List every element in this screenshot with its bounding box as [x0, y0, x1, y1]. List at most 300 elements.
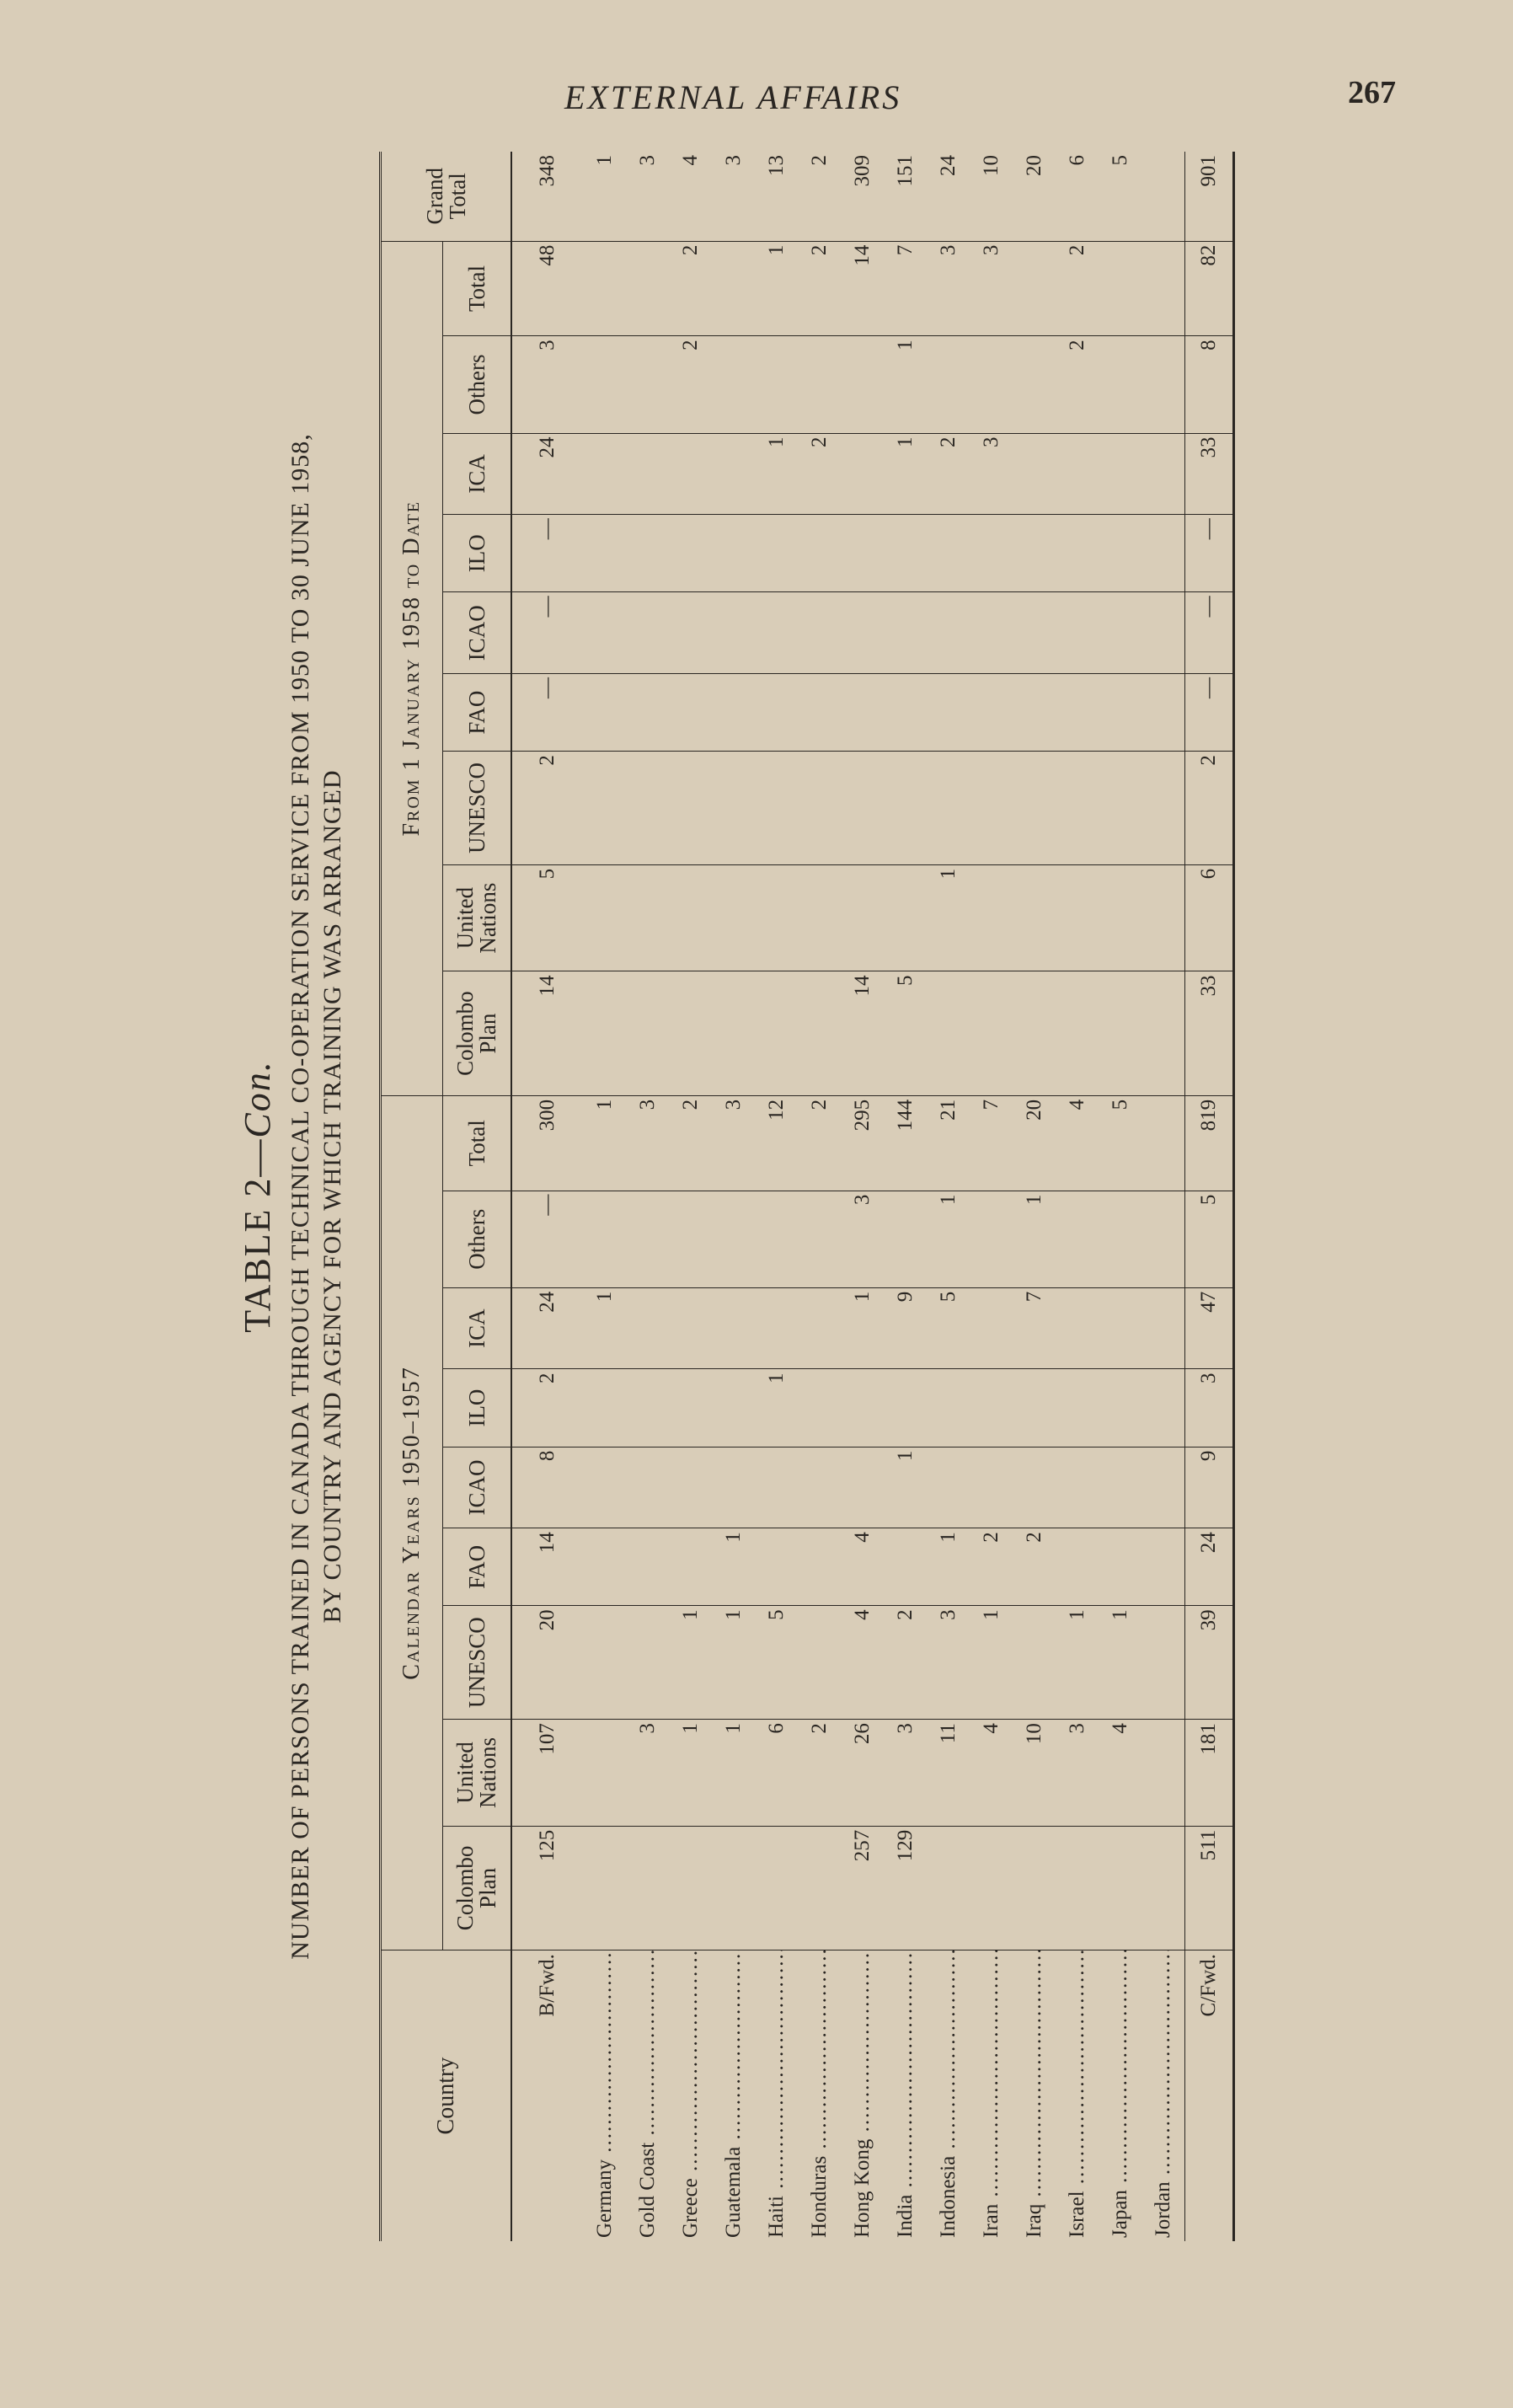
row-label	[841, 1950, 884, 2241]
table-cell	[1013, 1447, 1056, 1528]
table-cell: 1	[712, 1606, 755, 1720]
table-cell: 2	[511, 1369, 583, 1447]
table-cell	[755, 1528, 798, 1606]
table-cell	[626, 592, 669, 674]
table-cell: 3	[626, 152, 669, 241]
table-cell	[927, 971, 970, 1095]
table-cell	[1056, 592, 1099, 674]
table-cell	[583, 971, 626, 1095]
table-cell	[712, 515, 755, 592]
table-cell	[884, 674, 927, 752]
table-cell	[669, 1369, 712, 1447]
table-cell: 2	[669, 1095, 712, 1191]
table-cell	[626, 674, 669, 752]
table-cell: 5	[511, 864, 583, 971]
table-cell	[583, 336, 626, 433]
table-cell	[1056, 1447, 1099, 1528]
table-cell	[927, 592, 970, 674]
table-row	[1141, 152, 1185, 2241]
table-cell: 309	[841, 152, 884, 241]
table-row	[712, 152, 755, 2241]
table-cell	[626, 1191, 669, 1287]
row-label	[1013, 1950, 1056, 2241]
table-cell	[1141, 1720, 1185, 1827]
table-cell	[970, 674, 1013, 752]
row-label	[1141, 1950, 1185, 2241]
table-cell: 1	[712, 1528, 755, 1606]
table-cell	[841, 1369, 884, 1447]
table-cell	[1099, 1287, 1141, 1369]
table-cell	[798, 515, 841, 592]
table-cell	[583, 1720, 626, 1827]
column-header: FAO	[443, 674, 512, 752]
table-cell: 1	[927, 1528, 970, 1606]
table-cell	[583, 1369, 626, 1447]
table-cell	[970, 336, 1013, 433]
table-cell	[1056, 752, 1099, 865]
table-cell	[798, 1191, 841, 1287]
grand-total-column-header: Grand Total	[381, 152, 512, 241]
table-cell: 20	[1013, 152, 1056, 241]
table-cell	[1099, 1369, 1141, 1447]
row-label-text: Israel .....	[1066, 1950, 1088, 2238]
row-label-text: Japan .....	[1109, 1950, 1131, 2238]
table-cell	[755, 674, 798, 752]
table-cell: —	[511, 515, 583, 592]
table-cell	[970, 1287, 1013, 1369]
table-cell: 24	[927, 152, 970, 241]
row-label	[798, 1950, 841, 2241]
table-cell: 1	[884, 336, 927, 433]
table-cell	[712, 433, 755, 515]
table-cell: 14	[511, 971, 583, 1095]
table-cell	[1056, 864, 1099, 971]
table-cell	[669, 592, 712, 674]
table-row	[884, 152, 927, 2241]
table-cell	[669, 433, 712, 515]
table-cell	[1056, 674, 1099, 752]
table-cell: 2	[798, 241, 841, 336]
table-cell	[1099, 1826, 1141, 1950]
table-cell	[583, 864, 626, 971]
table-cell: 47	[1185, 1287, 1234, 1369]
table-row	[970, 152, 1013, 2241]
table-cell: 48	[511, 241, 583, 336]
table-cell	[927, 515, 970, 592]
table-cell: 1	[669, 1606, 712, 1720]
table-cell	[626, 433, 669, 515]
table-cell: 5	[1099, 1095, 1141, 1191]
rotated-table-region	[237, 152, 1289, 2241]
row-label	[1056, 1950, 1099, 2241]
table-cell: 1	[755, 241, 798, 336]
table-cell	[626, 864, 669, 971]
table-cell	[1056, 1528, 1099, 1606]
table-cell	[798, 1826, 841, 1950]
table-cell	[970, 1826, 1013, 1950]
table-cell: 20	[511, 1606, 583, 1720]
table-cell: 33	[1185, 971, 1234, 1095]
row-label-text: C/Fwd.	[1197, 1954, 1220, 2017]
table-cell: 5	[1099, 152, 1141, 241]
table-cell: 107	[511, 1720, 583, 1827]
table-cell	[1141, 241, 1185, 336]
brought-forward-row	[511, 152, 583, 2241]
table-cell: 300	[511, 1095, 583, 1191]
table-cell: 13	[755, 152, 798, 241]
table-cell	[669, 1528, 712, 1606]
table-cell: 3	[712, 1095, 755, 1191]
table-cell: 3	[970, 241, 1013, 336]
table-cell	[1099, 1447, 1141, 1528]
table-cell	[1099, 971, 1141, 1095]
table-cell	[1141, 152, 1185, 241]
table-cell: 1	[884, 433, 927, 515]
table-cell: 257	[841, 1826, 884, 1950]
table-cell: —	[1185, 674, 1234, 752]
table-row	[626, 152, 669, 2241]
table-cell	[798, 592, 841, 674]
table-cell: 39	[1185, 1606, 1234, 1720]
table-cell: 3	[511, 336, 583, 433]
table-cell	[712, 1287, 755, 1369]
table-cell: 3	[626, 1720, 669, 1827]
from-1958-group-header: From 1 January 1958 to Date	[381, 241, 443, 1095]
table-cell: 82	[1185, 241, 1234, 336]
table-cell	[841, 592, 884, 674]
row-label-text: Honduras .....	[808, 1950, 831, 2238]
table-cell	[1013, 1606, 1056, 1720]
table-cell: 2	[927, 433, 970, 515]
table-cell	[927, 336, 970, 433]
table-cell	[798, 1447, 841, 1528]
table-cell	[1013, 971, 1056, 1095]
column-header: United Nations	[443, 1720, 512, 1827]
table-cell: 901	[1185, 152, 1234, 241]
table-subtitle-line-1: NUMBER OF PERSONS TRAINED IN CANADA THROUGH TECHNICAL CO-OPERATION SERVICE FROM 1950 TO 30 JUNE 1958,	[286, 433, 314, 1960]
table-cell	[884, 752, 927, 865]
table-cell	[1013, 674, 1056, 752]
table-cell	[626, 515, 669, 592]
table-cell	[626, 752, 669, 865]
table-cell	[1099, 1191, 1141, 1287]
table-cell	[583, 592, 626, 674]
page-header	[0, 67, 1513, 126]
table-cell	[626, 971, 669, 1095]
data-table	[379, 152, 1235, 2241]
table-cell	[1141, 1191, 1185, 1287]
table-row	[841, 152, 884, 2241]
table-cell: 1	[927, 1191, 970, 1287]
column-header: ICAO	[443, 592, 512, 674]
table-cell	[1099, 515, 1141, 592]
running-title: EXTERNAL AFFAIRS	[564, 78, 902, 116]
column-header: Others	[443, 336, 512, 433]
table-row	[583, 152, 626, 2241]
table-cell	[1013, 1826, 1056, 1950]
table-cell: 2	[970, 1528, 1013, 1606]
table-cell: 2	[1185, 752, 1234, 865]
table-cell: 3	[626, 1095, 669, 1191]
table-cell: 2	[669, 336, 712, 433]
table-cell	[755, 971, 798, 1095]
table-cell: 20	[1013, 1095, 1056, 1191]
table-cell: 8	[511, 1447, 583, 1528]
table-cell	[970, 1369, 1013, 1447]
table-cell	[583, 433, 626, 515]
table-cell: 4	[970, 1720, 1013, 1827]
row-label-text: B/Fwd.	[536, 1954, 559, 2017]
table-cell	[669, 1191, 712, 1287]
table-cell	[669, 674, 712, 752]
table-cell	[927, 752, 970, 865]
table-cell	[1141, 1826, 1185, 1950]
row-label-text: Germany .....	[593, 1950, 616, 2238]
table-cell	[1056, 1826, 1099, 1950]
table-cell	[1141, 1369, 1185, 1447]
table-cell: 3	[927, 241, 970, 336]
table-cell	[755, 1191, 798, 1287]
table-row	[1099, 152, 1141, 2241]
table-cell	[1056, 515, 1099, 592]
table-cell	[583, 1191, 626, 1287]
table-cell: 2	[1056, 336, 1099, 433]
table-cell: 7	[970, 1095, 1013, 1191]
column-header: Total	[443, 241, 512, 336]
table-cell	[626, 241, 669, 336]
table-cell	[583, 1447, 626, 1528]
calendar-years-group-header: Calendar Years 1950–1957	[381, 1095, 443, 1950]
table-subtitle-line-2: BY COUNTRY AND AGENCY FOR WHICH TRAINING WAS ARRANGED	[318, 769, 346, 1624]
table-cell	[669, 1287, 712, 1369]
table-cell	[1141, 864, 1185, 971]
table-number-suffix: Con.	[237, 1060, 278, 1138]
table-cell: 1	[884, 1447, 927, 1528]
table-cell: —	[1185, 592, 1234, 674]
row-label-text: Indonesia .....	[937, 1950, 960, 2238]
table-cell: 1	[755, 433, 798, 515]
table-cell	[841, 1447, 884, 1528]
table-cell	[884, 1528, 927, 1606]
table-cell: 6	[1056, 152, 1099, 241]
table-cell: 2	[511, 752, 583, 865]
table-row	[927, 152, 970, 2241]
table-cell	[927, 1826, 970, 1950]
table-cell: —	[1185, 515, 1234, 592]
table-cell: 1	[583, 1095, 626, 1191]
table-cell	[755, 1826, 798, 1950]
table-cell	[1099, 336, 1141, 433]
table-cell: 1	[712, 1720, 755, 1827]
table-cell	[755, 1287, 798, 1369]
column-header: Colombo Plan	[443, 971, 512, 1095]
table-cell	[798, 1369, 841, 1447]
table-cell: 295	[841, 1095, 884, 1191]
column-header: ICAO	[443, 1447, 512, 1528]
table-cell: —	[511, 592, 583, 674]
table-row	[798, 152, 841, 2241]
column-header: ICA	[443, 433, 512, 515]
table-cell	[712, 336, 755, 433]
table-cell	[712, 1191, 755, 1287]
table-cell	[1013, 752, 1056, 865]
table-cell: 7	[1013, 1287, 1056, 1369]
table-cell: 2	[798, 1720, 841, 1827]
table-cell	[755, 336, 798, 433]
table-cell	[1141, 1287, 1185, 1369]
table-cell: 2	[669, 241, 712, 336]
table-cell: 1	[669, 1720, 712, 1827]
table-cell	[755, 592, 798, 674]
table-cell	[1099, 864, 1141, 971]
table-cell	[970, 752, 1013, 865]
table-cell: 14	[511, 1528, 583, 1606]
table-cell	[712, 674, 755, 752]
row-label	[1099, 1950, 1141, 2241]
table-cell: 12	[755, 1095, 798, 1191]
table-cell	[712, 1447, 755, 1528]
row-label	[626, 1950, 669, 2241]
row-label	[884, 1950, 927, 2241]
table-cell	[583, 1528, 626, 1606]
table-cell	[1013, 1369, 1056, 1447]
table-cell: 4	[669, 152, 712, 241]
table-cell: 10	[970, 152, 1013, 241]
row-label-text: Iraq .....	[1023, 1950, 1045, 2238]
table-cell	[712, 592, 755, 674]
table-row	[669, 152, 712, 2241]
table-cell	[712, 971, 755, 1095]
table-cell	[712, 752, 755, 865]
table-cell: 24	[1185, 1528, 1234, 1606]
table-cell	[626, 1447, 669, 1528]
country-column-header: Country	[381, 1950, 512, 2241]
column-header: UNESCO	[443, 752, 512, 865]
table-cell: 1	[583, 1287, 626, 1369]
table-cell	[1056, 971, 1099, 1095]
table-cell	[1056, 1287, 1099, 1369]
table-cell	[712, 864, 755, 971]
table-cell	[841, 515, 884, 592]
table-cell	[970, 1447, 1013, 1528]
table-cell: 6	[755, 1720, 798, 1827]
table-cell: 151	[884, 152, 927, 241]
table-cell: 3	[841, 1191, 884, 1287]
table-cell: 5	[755, 1606, 798, 1720]
table-cell: 1	[841, 1287, 884, 1369]
carried-forward-row	[1185, 152, 1234, 2241]
table-cell	[1013, 241, 1056, 336]
table-cell	[1013, 433, 1056, 515]
row-label	[927, 1950, 970, 2241]
row-label-text: Jordan .....	[1152, 1950, 1174, 2238]
table-cell	[884, 592, 927, 674]
table-cell	[884, 515, 927, 592]
column-header: United Nations	[443, 864, 512, 971]
row-label	[669, 1950, 712, 2241]
row-label-text: Greece .....	[679, 1950, 702, 2238]
table-cell: 21	[927, 1095, 970, 1191]
table-number-main: TABLE 2—	[237, 1137, 278, 1333]
table-cell	[841, 433, 884, 515]
table-cell: 2	[798, 433, 841, 515]
table-cell	[1099, 674, 1141, 752]
table-cell: 4	[841, 1606, 884, 1720]
table-cell	[583, 515, 626, 592]
table-cell	[626, 1826, 669, 1950]
table-cell: 1	[755, 1369, 798, 1447]
table-cell	[712, 241, 755, 336]
row-label-text: Guatemala .....	[722, 1950, 745, 2238]
table-cell	[1141, 752, 1185, 865]
table-cell	[626, 1606, 669, 1720]
table-cell	[1141, 336, 1185, 433]
table-cell: 4	[1056, 1095, 1099, 1191]
table-cell: 1	[583, 152, 626, 241]
table-cell	[970, 592, 1013, 674]
row-label	[970, 1950, 1013, 2241]
table-cell: —	[511, 674, 583, 752]
table-cell: 3	[884, 1720, 927, 1827]
table-cell	[669, 752, 712, 865]
row-label	[755, 1950, 798, 2241]
table-cell	[841, 864, 884, 971]
table-cell	[1013, 515, 1056, 592]
table-cell: 1	[1013, 1191, 1056, 1287]
table-cell: 4	[841, 1528, 884, 1606]
table-cell	[626, 1287, 669, 1369]
table-cell	[970, 864, 1013, 971]
table-cell	[1013, 592, 1056, 674]
column-header: Colombo Plan	[443, 1826, 512, 1950]
table-cell	[1056, 433, 1099, 515]
table-row	[1013, 152, 1056, 2241]
table-row	[755, 152, 798, 2241]
table-cell: 8	[1185, 336, 1234, 433]
table-cell	[927, 1447, 970, 1528]
table-cell	[798, 1528, 841, 1606]
table-cell	[884, 1191, 927, 1287]
table-cell: 1	[1099, 1606, 1141, 1720]
row-label-text: India .....	[894, 1950, 917, 2238]
table-cell	[798, 674, 841, 752]
table-cell	[1141, 515, 1185, 592]
table-row	[1056, 152, 1099, 2241]
table-cell	[626, 1528, 669, 1606]
row-label	[1185, 1950, 1234, 2241]
table-cell	[1141, 674, 1185, 752]
table-cell	[583, 241, 626, 336]
table-cell	[1056, 1369, 1099, 1447]
table-cell: 24	[511, 1287, 583, 1369]
row-label	[712, 1950, 755, 2241]
table-cell: 3	[927, 1606, 970, 1720]
table-number	[236, 152, 279, 2241]
table-cell	[669, 971, 712, 1095]
table-cell: 2	[798, 152, 841, 241]
table-cell	[755, 752, 798, 865]
column-header: ILO	[443, 1369, 512, 1447]
table-cell	[669, 864, 712, 971]
row-label-text: Hong Kong .....	[851, 1950, 874, 2238]
table-cell: 1	[1056, 1606, 1099, 1720]
table-cell	[712, 1826, 755, 1950]
table-cell	[970, 971, 1013, 1095]
table-cell: 24	[511, 433, 583, 515]
table-cell	[798, 336, 841, 433]
table-cell	[798, 1606, 841, 1720]
table-cell	[970, 1191, 1013, 1287]
